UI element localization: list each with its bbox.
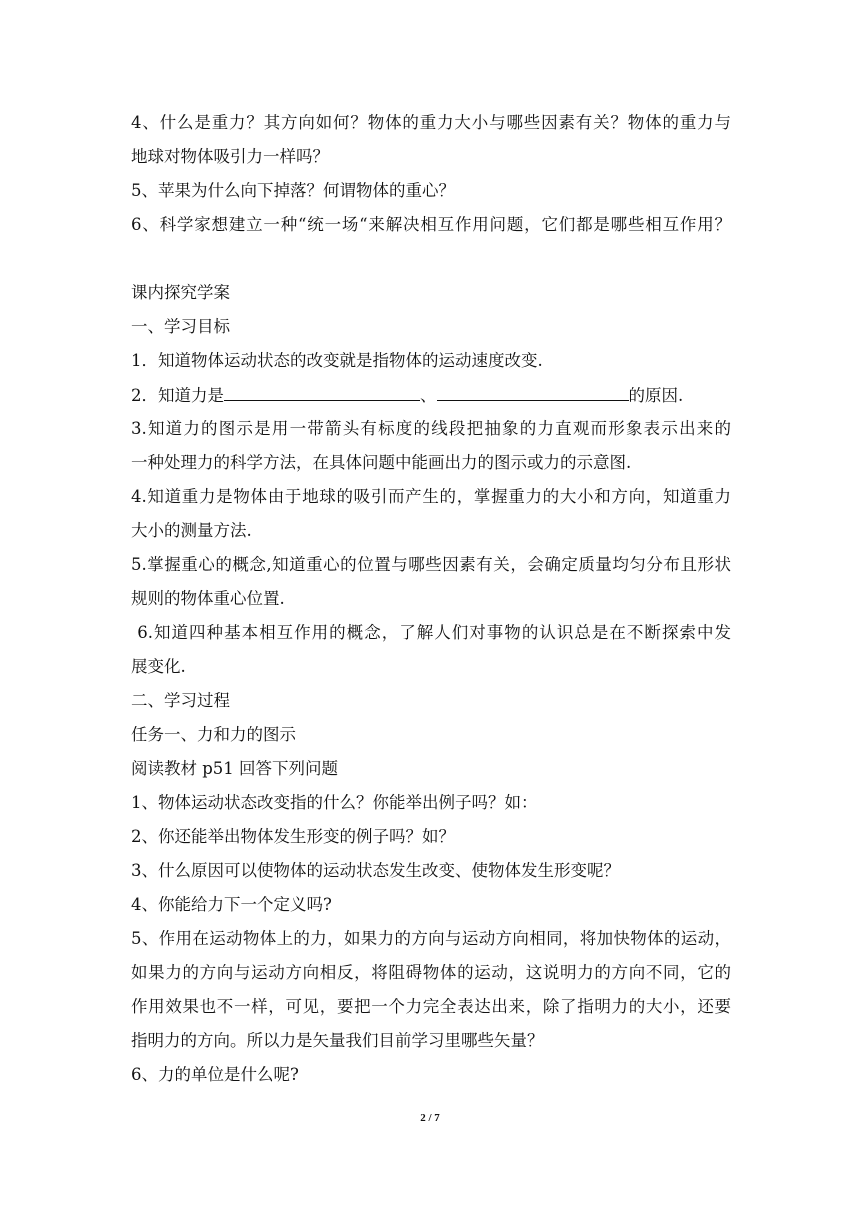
- goal-2-suffix: 的原因.: [628, 386, 684, 405]
- goal-3-line-1: 3.知道力的图示是用一带箭头有标度的线段把抽象的力直观而形象表示出来的: [131, 419, 731, 438]
- question-5: 5、苹果为什么向下掉落？何谓物体的重心？: [131, 181, 455, 200]
- process-question-2: 2、你还能举出物体发生形变的例子吗？如？: [131, 827, 455, 846]
- task-1-heading: 任务一、力和力的图示: [131, 725, 296, 744]
- part-2-heading: 二、学习过程: [131, 691, 230, 710]
- goal-4-line-2: 大小的测量方法.: [131, 521, 252, 540]
- fill-blank-2[interactable]: [437, 383, 629, 401]
- process-question-4: 4、你能给力下一个定义吗?: [131, 895, 332, 914]
- question-6: 6、科学家想建立一种“统一场“来解决相互作用问题，它们都是哪些相互作用？: [131, 215, 731, 234]
- goal-5-line-1: 5.掌握重心的概念,知道重心的位置与哪些因素有关，会确定质量均匀分布且形状: [131, 555, 731, 574]
- goal-4-line-1: 4.知道重力是物体由于地球的吸引而产生的，掌握重力的大小和方向，知道重力: [131, 487, 731, 506]
- process-question-5-line-2: 如果力的方向与运动方向相反，将阻碍物体的运动，这说明力的方向不同，它的: [131, 963, 731, 982]
- goal-1: 1．知道物体运动状态的改变就是指物体的运动速度改变.: [131, 351, 543, 370]
- reading-instruction: 阅读教材 p51 回答下列问题: [131, 759, 339, 778]
- process-question-5-line-1: 5、作用在运动物体上的力，如果力的方向与运动方向相同，将加快物体的运动，: [131, 929, 731, 948]
- goal-6-line-1: 6.知道四种基本相互作用的概念，了解人们对事物的认识总是在不断探索中发: [131, 623, 731, 642]
- process-question-1: 1、物体运动状态改变指的什么？你能举出例子吗？如：: [131, 793, 538, 812]
- goal-2-prefix: 2．知道力是: [131, 386, 224, 405]
- goal-5-line-2: 规则的物体重心位置.: [131, 589, 285, 608]
- section-title: 课内探究学案: [131, 283, 230, 302]
- part-1-heading: 一、学习目标: [131, 317, 230, 336]
- process-question-5-line-3: 作用效果也不一样，可见，要把一个力完全表达出来，除了指明力的大小，还要: [131, 997, 731, 1016]
- goal-3-line-2: 一种处理力的科学方法，在具体问题中能画出力的图示或力的示意图.: [131, 453, 632, 472]
- page-number: 2 / 7: [420, 1112, 440, 1124]
- fill-blank-1[interactable]: [224, 383, 420, 401]
- goal-2: [131, 383, 731, 408]
- question-4-line-2: 地球对物体吸引力一样吗？: [131, 147, 329, 166]
- process-question-3: 3、什么原因可以使物体的运动状态发生改变、使物体发生形变呢？: [131, 861, 620, 880]
- goal-2-separator: 、: [420, 386, 437, 405]
- question-4-line-1: 4、什么是重力？其方向如何？物体的重力大小与哪些因素有关？物体的重力与: [131, 113, 731, 132]
- process-question-6: 6、力的单位是什么呢?: [131, 1065, 299, 1084]
- process-question-5-line-4: 指明力的方向。所以力是矢量我们目前学习里哪些矢量？: [131, 1031, 544, 1050]
- goal-6-line-2: 展变化.: [131, 657, 186, 676]
